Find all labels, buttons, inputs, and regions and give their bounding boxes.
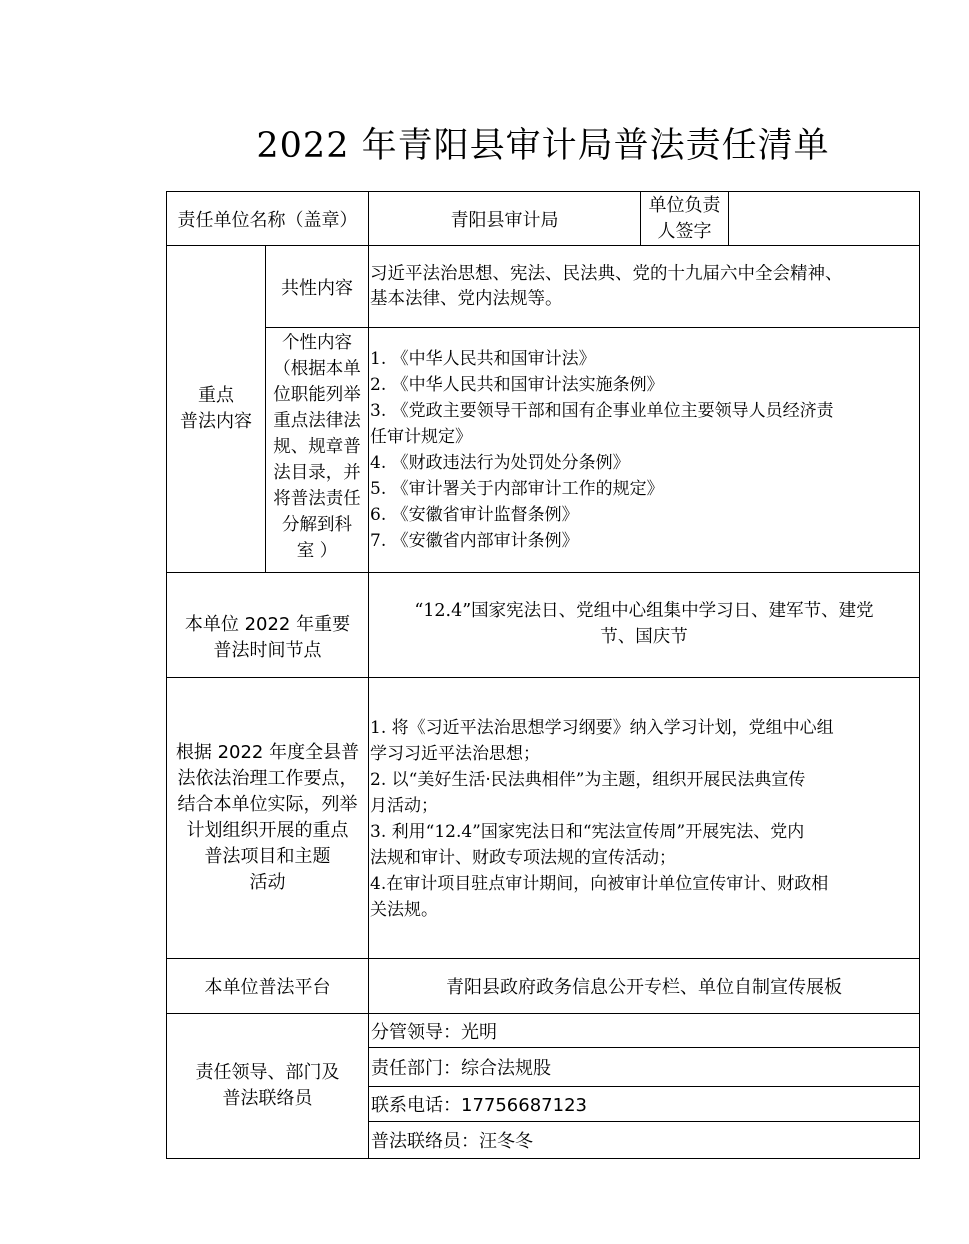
signer-label: 单位负责 人签字 [648,195,721,242]
page-title: 2022 年青阳县审计局普法责任清单 [256,126,830,166]
unit-name-value: 青阳县审计局 [450,209,559,231]
list-item: 4. 《财政违法行为处罚处分条例》 [370,453,630,473]
common-content-text: 习近平法治思想、宪法、民法典、党的十九届六中全会精神、 基本法律、党内法规等。 [370,264,843,309]
list-item: 1. 将《习近平法治思想学习纲要》纳入学习计划，党组中心组 [370,718,834,738]
contact-liaison: 普法联络员：汪冬冬 [371,1131,533,1152]
list-item: 6. 《安徽省审计监督条例》 [370,505,579,525]
list-item: 法规和审计、财政专项法规的宣传活动； [370,848,676,868]
specific-content-label: 个性内容 （根据本单 位职能列举 重点法律法 规、规章普 法目录，并 将普法责任 分解到科 室 ） [273,333,361,561]
list-item: 4.在审计项目驻点审计期间，向被审计单位宣传审计、财政相 [370,874,829,894]
projects-list [370,715,917,923]
contacts-label: 责任领导、部门及 普法联络员 [195,1062,340,1109]
list-item: 任审计规定》 [370,427,472,447]
platform-label: 本单位普法平台 [204,977,331,998]
list-item: 月活动； [370,796,438,816]
projects-label: 根据 2022 年度全县普 法依法治理工作要点， 结合本单位实际，列举 计划组织开展的重点 普法项目和主题 活动 [175,742,360,893]
list-item: 5. 《审计署关于内部审计工作的规定》 [370,479,664,499]
list-item: 3. 利用“12.4”国家宪法日和“宪法宣传周”开展宪法、党内 [370,822,805,842]
list-item: 1. 《中华人民共和国审计法》 [370,349,596,369]
contact-phone: 联系电话：17756687123 [371,1095,587,1116]
list-item: 7. 《安徽省内部审计条例》 [370,531,579,551]
list-item: 关法规。 [370,900,438,920]
specific-content-list [370,346,917,554]
signature-field[interactable] [729,192,919,245]
contact-leader: 分管领导：光明 [371,1021,497,1043]
time-nodes-label: 本单位 2022 年重要 普法时间节点 [184,614,351,661]
list-item: 3. 《党政主要领导干部和国有企事业单位主要领导人员经济责 [370,401,834,421]
common-content-label: 共性内容 [281,277,353,299]
platform-value: 青阳县政府政务信息公开专栏、单位自制宣传展板 [446,977,842,998]
unit-name-label: 责任单位名称（盖章） [177,209,358,231]
contact-department: 责任部门：综合法规股 [371,1058,551,1079]
list-item: 2. 以“美好生活·民法典相伴”为主题，组织开展民法典宣传 [370,770,806,790]
time-nodes-text: “12.4”国家宪法日、党组中心组集中学习日、建军节、建党 节、国庆节 [414,601,874,647]
key-content-label: 重点 普法内容 [180,385,252,432]
list-item: 学习习近平法治思想； [370,744,540,764]
list-item: 2. 《中华人民共和国审计法实施条例》 [370,375,664,395]
